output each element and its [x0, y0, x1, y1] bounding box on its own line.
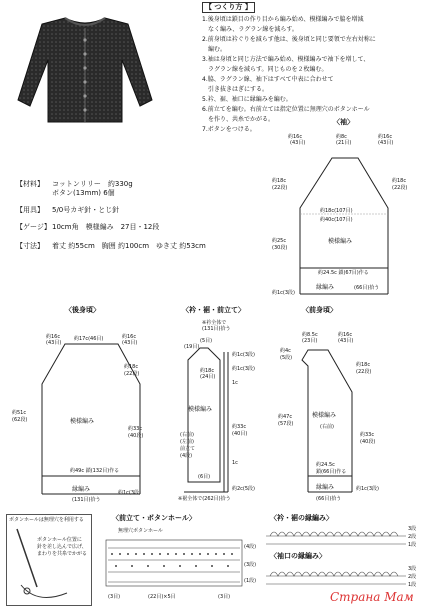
- buttonhole-title: ボタンホールは無理穴を利用する: [9, 517, 84, 523]
- back-dim: (43目): [46, 340, 62, 346]
- back-dim: 約16c: [46, 334, 61, 340]
- neck-edge-row: 1段: [408, 542, 417, 548]
- front-dim: (22段): [356, 369, 372, 375]
- buttonhole-line: まわりを共糸でかがる: [37, 551, 88, 557]
- instruction-step: 2.前身頃は衿ぐりを減らす他は、後身頃と同じ要領で左右対称に: [202, 36, 376, 43]
- instructions-title: 【 つくり方 】: [202, 2, 255, 13]
- sleeve-dim: (30段): [272, 245, 288, 251]
- front-diagram: [272, 306, 422, 506]
- instruction-step: 編む。: [202, 46, 227, 53]
- back-title: 〈後身頃〉: [65, 306, 100, 314]
- sleeve-dim: 約16c: [378, 134, 393, 140]
- sleeve-dim: 約18c(107目): [320, 208, 353, 214]
- instruction-step: 引き抜きはぎにする。: [202, 86, 269, 93]
- sleeve-dim: (22段): [392, 185, 408, 191]
- instruction-step: を作り、共糸でかがる。: [202, 116, 275, 123]
- placket-label: 無理穴ボタンホール: [118, 528, 163, 534]
- collar-dim: (6目): [198, 474, 211, 480]
- collar-note: ※衿全体で: [202, 320, 227, 326]
- back-dim: 約17c(46目): [74, 336, 104, 342]
- placket-row: (1段): [244, 578, 257, 584]
- sleeve-dim: (21目): [336, 140, 352, 146]
- front-dim: 約18c: [356, 362, 371, 368]
- collar-dim: 約18c: [200, 368, 215, 374]
- placket-bottom: (22目)×5目: [148, 594, 176, 600]
- back-dim: (40段): [128, 433, 144, 439]
- front-dim: 約16c: [338, 332, 353, 338]
- size-value: 着丈 約55cm 胸囲 約100cm ゆき丈 約53cm: [52, 242, 206, 250]
- back-dim: (22段): [124, 371, 140, 377]
- sleeve-dim: 約8c: [336, 134, 347, 140]
- instruction-step: 5.衿、裾、袖口に縁編みを編む。: [202, 96, 292, 103]
- neck-edge-row: 3段: [408, 526, 417, 532]
- front-dim: (5段): [280, 355, 293, 361]
- collar-diagram: [160, 306, 270, 506]
- collar-dim: (5目): [200, 338, 213, 344]
- sleeve-dim: (43目): [290, 140, 306, 146]
- sleeve-title: 〈袖〉: [333, 118, 354, 126]
- collar-dim: (40目): [232, 431, 248, 437]
- instruction-step: 1.後身頃は鎖目の作り目から編み始め、模様編みで脇を増減: [202, 16, 364, 23]
- front-dim: 鎖(66目)作る: [316, 469, 347, 475]
- placket-bottom: (3目): [108, 594, 121, 600]
- back-pattern: 模様編み: [70, 418, 95, 425]
- back-dim: (131目)拾う: [72, 497, 101, 503]
- sleeve-dim: 約16c: [288, 134, 303, 140]
- sleeve-dim: 約25c: [272, 238, 287, 244]
- buttonhole-box: [6, 514, 92, 606]
- front-dim: 約1c(3段): [356, 486, 380, 492]
- front-dim: (57段): [278, 421, 294, 427]
- placket-row: (4段): [244, 544, 257, 550]
- size-label: 【寸法】: [16, 242, 44, 250]
- cuff-edge-row: 3段: [408, 566, 417, 572]
- collar-dim: 約1c(3段): [232, 366, 256, 372]
- sleeve-dim: (66目)拾う: [354, 285, 380, 291]
- collar-note: (4段): [180, 453, 193, 459]
- collar-note: 前立て: [180, 446, 196, 452]
- collar-title: 〈衿・裾・前立て〉: [182, 306, 245, 314]
- gauge-label: 【ゲージ】: [16, 223, 51, 231]
- front-pattern: 模様編み: [312, 412, 337, 419]
- back-dim: 約33c: [128, 426, 143, 432]
- buttonhole-line: 針を差し込んで広げ、: [37, 544, 87, 550]
- back-dim: (43目): [122, 340, 138, 346]
- sleeve-diagram: [270, 118, 420, 308]
- back-dim: 約1c(3段): [118, 490, 142, 496]
- front-dim: (66目)拾う: [316, 496, 342, 502]
- collar-dim: 約1c(3段): [232, 352, 256, 358]
- specs-section: [16, 180, 206, 260]
- front-title: 〈前身頃〉: [302, 306, 337, 314]
- collar-dim: ※裾全体で(262目)拾う: [178, 496, 231, 502]
- placket-row: (3段): [244, 562, 257, 568]
- back-edge: 縁編み: [72, 486, 91, 493]
- collar-note: (左前): [180, 439, 194, 445]
- instruction-step: 3.袖は身頃と同じ方法で編み始め、模様編みで袖下を増して、: [202, 56, 370, 63]
- neck-edge-chart: [262, 514, 420, 554]
- back-dim: 約16c: [122, 334, 137, 340]
- cuff-edge-row: 1段: [408, 582, 417, 588]
- placket-title: 〈前立て・ボタンホール〉: [112, 514, 196, 522]
- gauge-value: 10cm角 模様編み 27目・12段: [52, 223, 160, 231]
- collar-dim: 1c: [232, 460, 238, 466]
- material-label: 【材料】: [16, 180, 44, 188]
- collar-dim: (24目): [200, 374, 216, 380]
- collar-dim: 1c: [232, 380, 238, 386]
- buttonhole-line: ボタンホール位置に: [37, 537, 82, 543]
- collar-note: (右前): [180, 432, 194, 438]
- back-diagram: [10, 306, 155, 506]
- sleeve-dim: 約24.5c 鎖(67目)作る: [318, 270, 369, 276]
- collar-dim: 約33c: [232, 424, 247, 430]
- front-dim: (40段): [360, 439, 376, 445]
- instruction-step: ラグラン線を減らす。同じものを２枚編む。: [202, 66, 328, 73]
- sleeve-dim: (22段): [272, 185, 288, 191]
- sweater-photo: [10, 0, 160, 130]
- material-value: ボタン(13mm) 6個: [52, 189, 115, 197]
- cuff-edge-row: 2段: [408, 574, 417, 580]
- sleeve-dim: 約1c(3段): [272, 290, 296, 296]
- watermark: Страна Мам: [330, 590, 414, 604]
- back-dim: (62段): [12, 417, 28, 423]
- back-dim: 約49c 鎖(132目)作る: [70, 468, 120, 474]
- front-dim: 約8.5c: [302, 332, 318, 338]
- neck-edge-title: 〈衿・裾の縁編み〉: [270, 514, 333, 522]
- front-dim: 約47c: [278, 414, 293, 420]
- front-side: (右前): [320, 424, 334, 430]
- front-dim: 約33c: [360, 432, 375, 438]
- material-value: コットンリリー 約330g: [52, 180, 133, 188]
- front-dim: (23目): [302, 338, 318, 344]
- front-dim: 約4c: [280, 348, 291, 354]
- front-dim: 約24.5c: [316, 462, 335, 468]
- sleeve-pattern: 模様編み: [328, 238, 353, 245]
- collar-note: (131目)拾う: [202, 326, 231, 332]
- placket-bottom: (3目): [218, 594, 231, 600]
- instruction-step: なく編み、ラグラン線を減らす。: [202, 26, 298, 33]
- instruction-step: 4.脇、ラグラン線、袖下はすべて中表に合わせて: [202, 76, 334, 83]
- placket-chart: [98, 514, 258, 606]
- front-edge: 縁編み: [316, 484, 335, 491]
- collar-dim: 約2c(5段): [232, 486, 256, 492]
- front-dim: (43目): [338, 338, 354, 344]
- sleeve-dim: (43目): [378, 140, 394, 146]
- tools-value: 5/0号カギ針・とじ針: [52, 206, 120, 214]
- back-dim: 約18c: [124, 364, 139, 370]
- collar-pattern: 模様編み: [188, 406, 213, 413]
- instruction-step: 6.前立てを編む。右前立ては指定位置に無理穴のボタンホール: [202, 106, 370, 113]
- sleeve-dim: 約40c(107目): [320, 217, 353, 223]
- back-dim: 約51c: [12, 410, 27, 416]
- sleeve-dim: 約18c: [272, 178, 287, 184]
- needle-illustration: [7, 515, 91, 605]
- instruction-step: 7.ボタンをつける。: [202, 126, 256, 133]
- cuff-edge-chart: [262, 552, 420, 594]
- collar-dim: (19目): [184, 344, 200, 350]
- neck-edge-row: 2段: [408, 534, 417, 540]
- sleeve-edge: 縁編み: [316, 284, 335, 291]
- tools-label: 【用具】: [16, 206, 44, 214]
- cuff-edge-title: 〈袖口の縁編み〉: [270, 552, 326, 560]
- sleeve-dim: 約18c: [392, 178, 407, 184]
